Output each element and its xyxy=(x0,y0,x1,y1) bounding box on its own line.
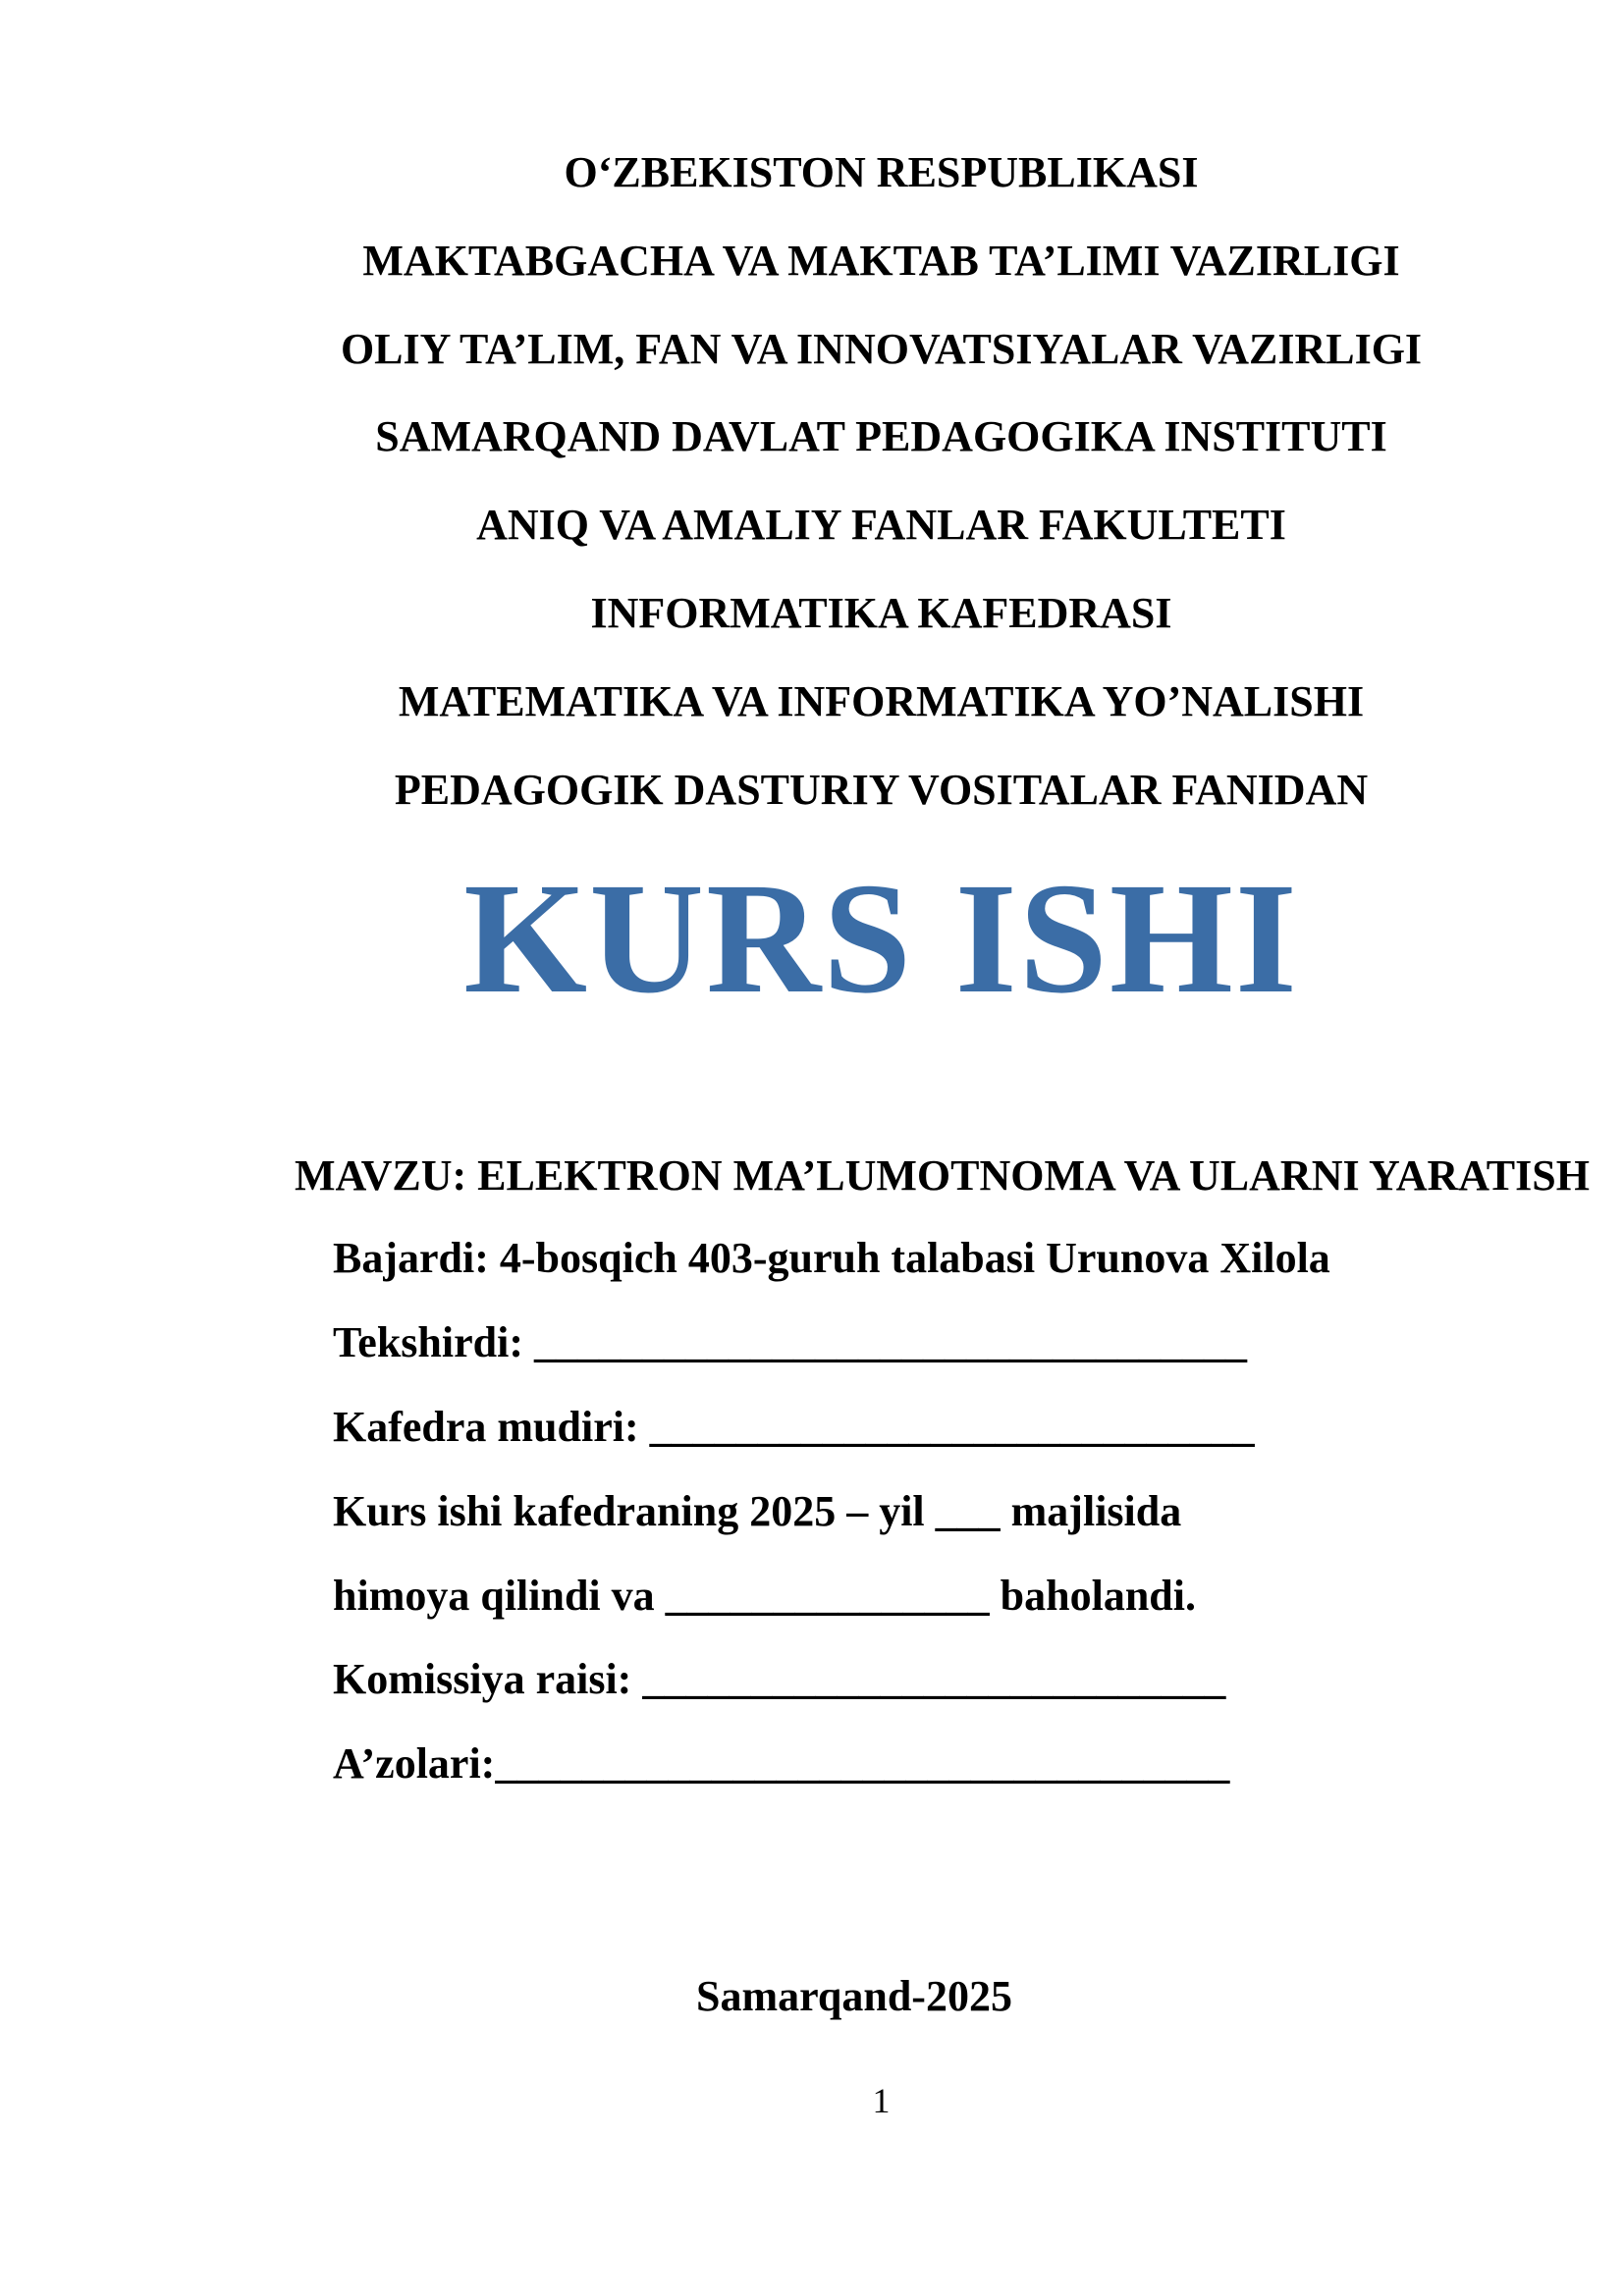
page-number: 1 xyxy=(872,2080,891,2120)
header-line: INFORMATIKA KAFEDRASI xyxy=(590,588,1172,637)
topic-line: MAVZU: ELEKTRON MA’LUMOTNOMA VA ULARNI YARATISH xyxy=(295,1150,1590,1200)
header-line: ANIQ VA AMALIY FANLAR FAKULTETI xyxy=(476,501,1286,550)
header-line: O‘ZBEKISTON RESPUBLIKASI xyxy=(564,148,1199,196)
header-line: PEDAGOGIK DASTURIY VOSITALAR FANIDAN xyxy=(394,765,1369,814)
text-column xyxy=(295,0,1590,2122)
detail-line-baholandi: himoya qilindi va _______________ baholandi. xyxy=(333,1571,1196,1620)
detail-line-komissiya-raisi: Komissiya raisi: ___________________________ xyxy=(333,1655,1226,1704)
detail-line-bajardi: Bajardi: 4-bosqich 403-guruh talabasi Urunova Xilola xyxy=(333,1234,1330,1283)
detail-line-tekshirdi: Tekshirdi: _________________________________ xyxy=(333,1318,1248,1367)
course-work-title: KURS ISHI xyxy=(463,851,1299,1028)
header-line: OLIY TA’LIM, FAN VA INNOVATSIYALAR VAZIRLIGI xyxy=(340,324,1423,373)
header-line: SAMARQAND DAVLAT PEDAGOGIKA INSTITUTI xyxy=(375,412,1387,461)
detail-line-kafedra-mudiri: Kafedra mudiri: ____________________________ xyxy=(333,1402,1255,1451)
institution-header xyxy=(329,147,1434,816)
detail-line-azolari: A’zolari:__________________________________ xyxy=(333,1739,1230,1789)
details-block xyxy=(329,1233,1434,1790)
detail-line-majlisida: Kurs ishi kafedraning 2025 – yil ___ majlisida xyxy=(333,1486,1182,1535)
header-line: MAKTABGACHA VA MAKTAB TA’LIMI VAZIRLIGI xyxy=(362,236,1400,285)
header-line: MATEMATIKA VA INFORMATIKA YO’NALISHI xyxy=(398,676,1365,725)
city-year-line: Samarqand-2025 xyxy=(696,1971,1012,2020)
